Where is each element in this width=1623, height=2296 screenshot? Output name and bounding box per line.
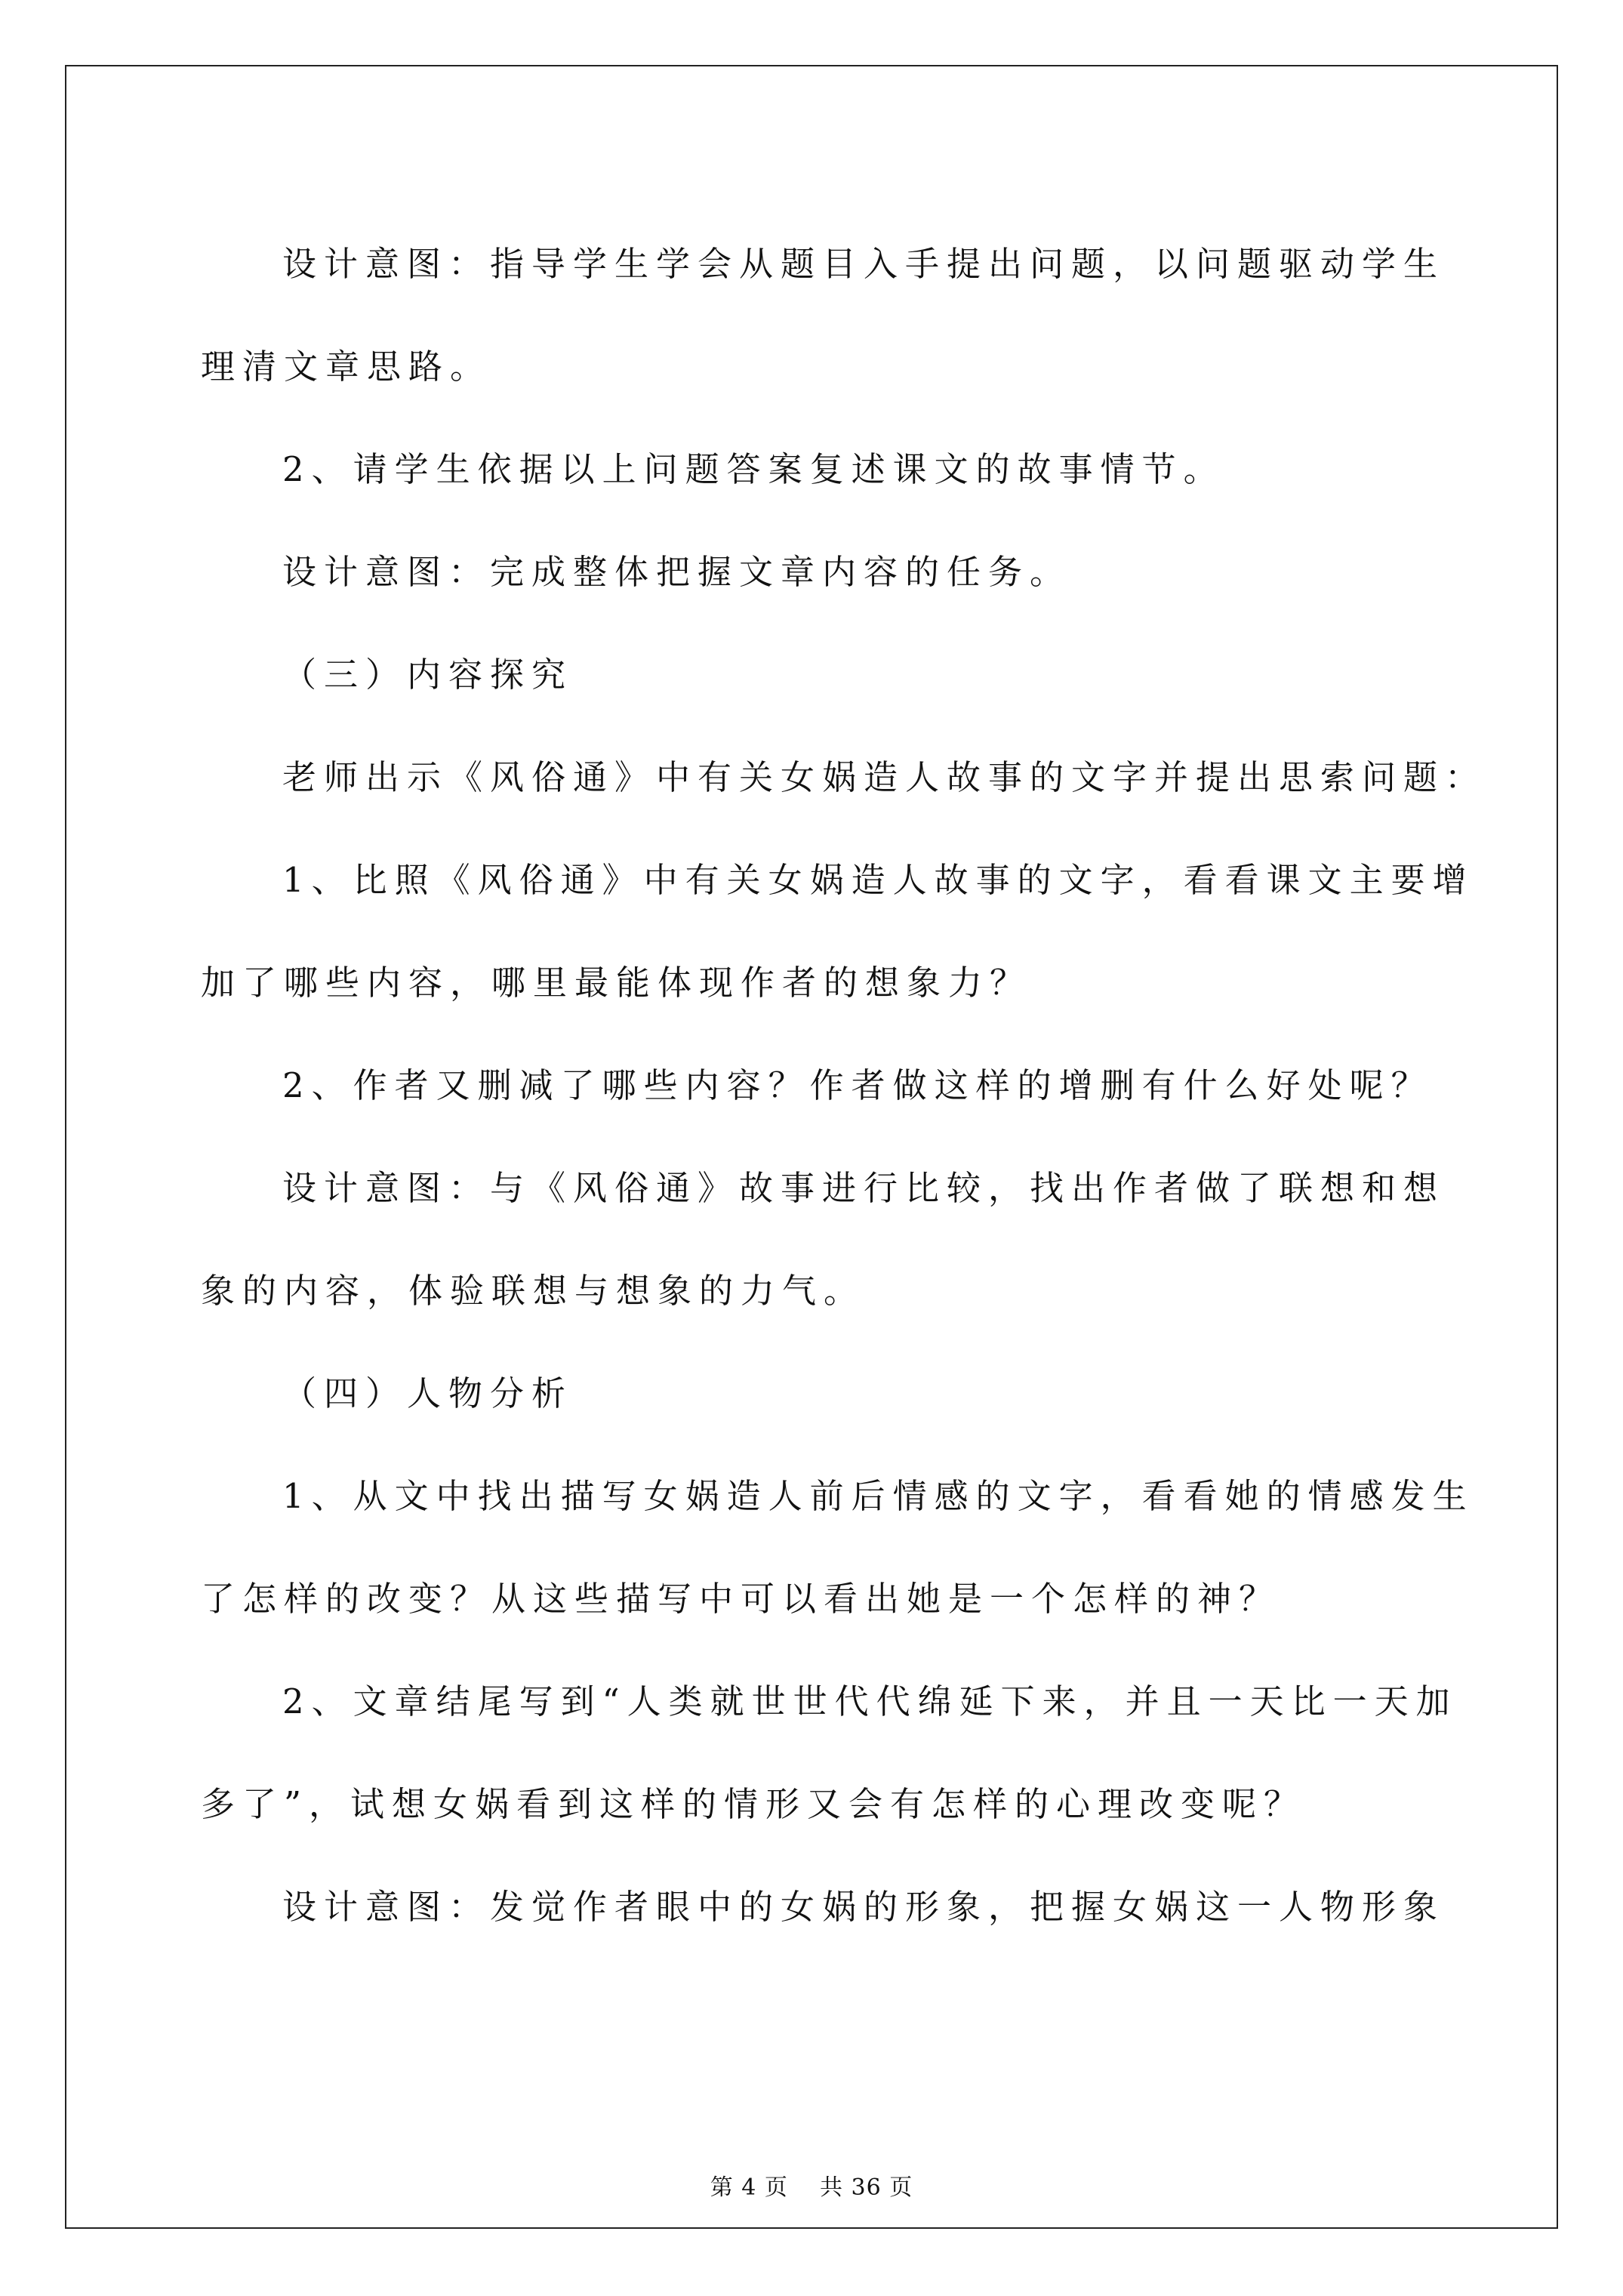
paragraph-design-intent-1 [201,213,1446,418]
section-heading-character-analysis [201,1342,1431,1445]
paragraph-line: 设计意图：发觉作者眼中的女娲的形象，把握女娲这一人物形象 [282,1887,1446,1927]
paragraph-line: 设计意图：与《风俗通》故事进行比较，找出作者做了联想和想 [282,1168,1446,1208]
paragraph-design-intent-4 [201,1856,1446,1959]
section-heading-content-inquiry [201,624,1431,726]
heading-text: （三）内容探究 [282,655,574,695]
paragraph-line: 2、作者又删减了哪些内容？作者做这样的增删有什么好处呢？ [282,1065,1433,1105]
heading-text: （四）人物分析 [282,1373,574,1413]
paragraph-line: 1、从文中找出描写女娲造人前后情感的文字，看看她的情感发生 [282,1476,1474,1516]
paragraph-line: 了怎样的改变？从这些描写中可以看出她是一个怎样的神？ [201,1579,1281,1619]
page-footer: 第 4 页 共 36 页 [710,2174,913,2201]
paragraph-line: 设计意图：完成整体把握文章内容的任务。 [282,552,1072,592]
paragraph-line: 象的内容，体验联想与想象的力气。 [201,1271,866,1311]
paragraph-question-1-compare [201,829,1474,1034]
paragraph-design-intent-3 [201,1137,1446,1342]
paragraph-step-2-retell [201,418,1431,521]
paragraph-teacher-shows [201,726,1487,829]
paragraph-line: 加了哪些内容，哪里最能体现作者的想象力？ [201,963,1032,1003]
paragraph-line: 2、文章结尾写到“人类就世世代代绵延下来，并且一天比一天加 [282,1681,1458,1721]
paragraph-design-intent-2 [201,521,1431,624]
paragraph-line: 老师出示《风俗通》中有关女娲造人故事的文字并提出思索问题： [282,757,1487,797]
paragraph-line: 设计意图：指导学生学会从题目入手提出问题，以问题驱动学生 [282,244,1446,284]
paragraph-line: 多了”，试想女娲看到这样的情形又会有怎样的心理改变呢？ [201,1784,1306,1824]
paragraph-question-2-deletions [201,1034,1431,1137]
paragraph-question-1-emotion [201,1445,1474,1650]
paragraph-line: 1、比照《风俗通》中有关女娲造人故事的文字，看看课文主要增 [282,860,1474,900]
paragraph-question-2-ending [201,1650,1458,1856]
paragraph-line: 2、请学生依据以上问题答案复述课文的故事情节。 [282,449,1225,489]
paragraph-line: 理清文章思路。 [201,347,492,387]
document-body [201,213,1487,1959]
